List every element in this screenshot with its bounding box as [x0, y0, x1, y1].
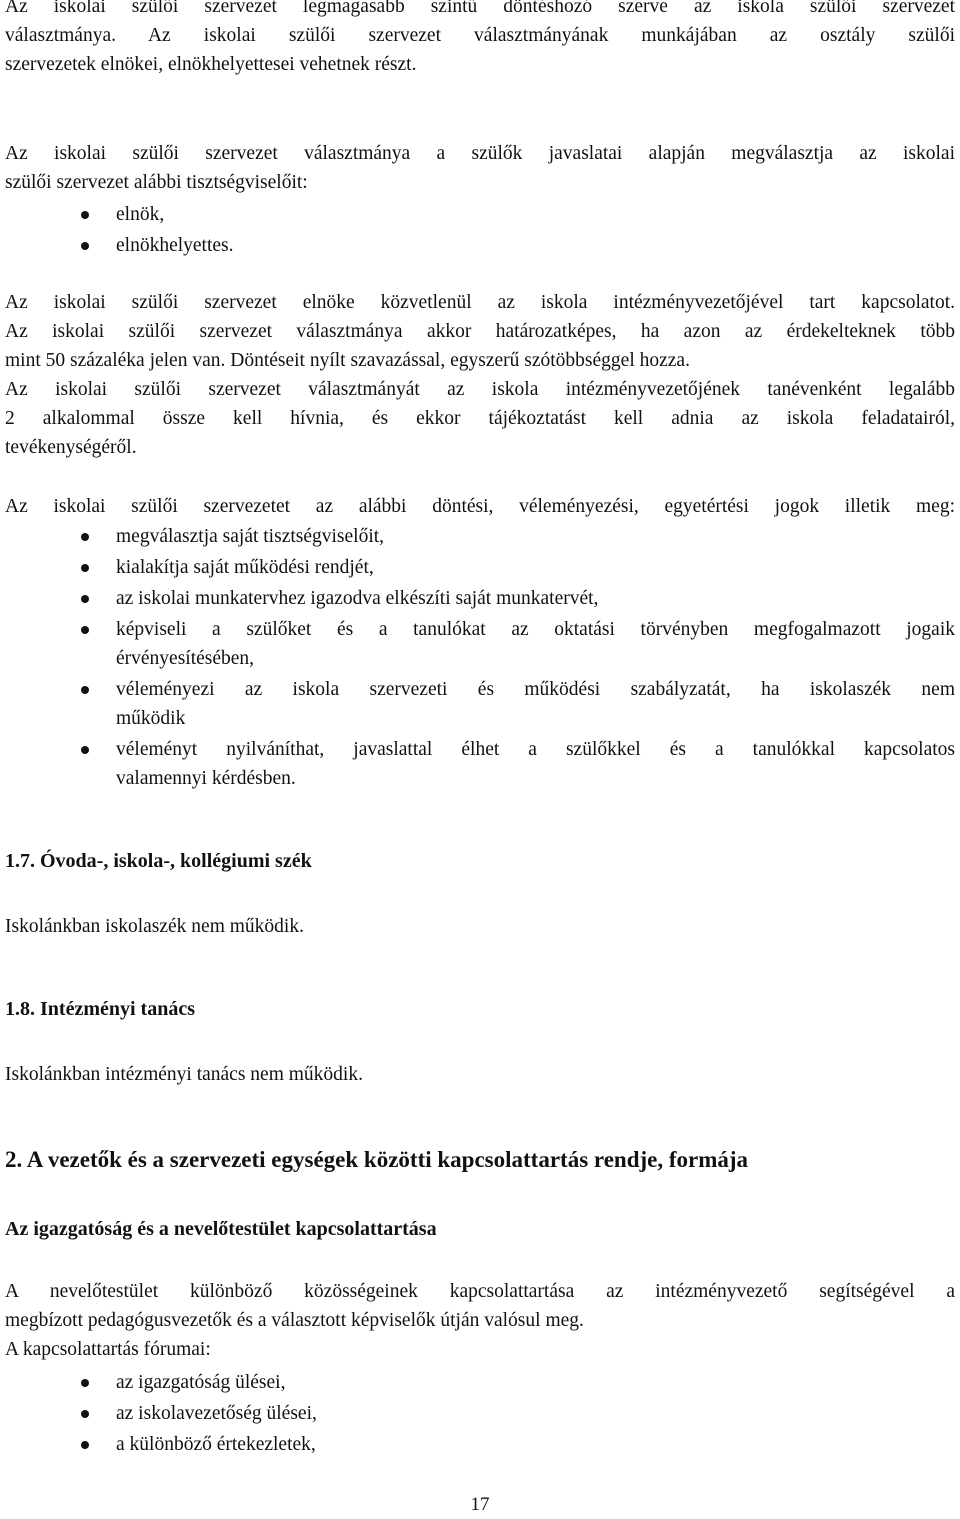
bullet-icon: [81, 595, 89, 603]
section-heading: 1.8. Intézményi tanács: [5, 998, 195, 1020]
subsection-heading: Az igazgatóság és a nevelőtestület kapcsolattartása: [5, 1218, 437, 1240]
chapter-heading: 2. A vezetők és a szervezeti egységek közötti kapcsolattartás rendje, formája: [5, 1147, 749, 1172]
paragraph-line: A kapcsolattartás fórumai:: [5, 1339, 211, 1360]
paragraph-line: Az iskolai szülői szervezet választmánya akkor határozatképes, ha azon az érdekelteknek több: [5, 321, 955, 342]
bullet-icon: [81, 746, 89, 754]
paragraph-line: 2 alkalommal össze kell hívnia, és ekkor tájékoztatást kell adnia az iskola feladatairól,: [5, 408, 955, 429]
paragraph-line: A nevelőtestület különböző közösségeinek kapcsolattartása az intézményvezető segítségével a: [5, 1281, 955, 1302]
bullet-icon: [81, 626, 89, 634]
bullet-icon: [81, 242, 89, 250]
paragraph-line: tevékenységéről.: [5, 437, 137, 458]
paragraph-line: mint 50 százaléka jelen van. Döntéseit nyílt szavazással, egyszerű szótöbbséggel hozza.: [5, 350, 690, 371]
section-heading: 1.7. Óvoda-, iskola-, kollégiumi szék: [5, 850, 312, 872]
list-item-continuation: érvényesítésében,: [116, 648, 255, 669]
list-item: kialakítja saját működési rendjét,: [116, 557, 374, 578]
bullet-icon: [81, 1379, 89, 1387]
list-item: a különböző értekezletek,: [116, 1434, 316, 1455]
paragraph-line: szülői szervezet alábbi tisztségviselőit:: [5, 172, 308, 193]
section-text: Iskolánkban iskolaszék nem működik.: [5, 916, 304, 937]
list-item: az iskolai munkatervhez igazodva elkészíti saját munkatervét,: [116, 588, 599, 609]
page-number: 17: [470, 1494, 490, 1515]
list-item: véleményt nyilváníthat, javaslattal élhet a szülőkkel és a tanulókkal kapcsolatos: [116, 739, 955, 760]
list-item: elnök,: [116, 204, 165, 225]
list-item-continuation: valamennyi kérdésben.: [116, 768, 296, 789]
bullet-icon: [81, 1410, 89, 1418]
list-item: elnökhelyettes.: [116, 235, 234, 256]
paragraph-line: megbízott pedagógusvezetők és a választott képviselők útján valósul meg.: [5, 1310, 584, 1331]
list-item: az igazgatóság ülései,: [116, 1372, 286, 1393]
paragraph-line: választmánya. Az iskolai szülői szervezet választmányának munkájában az osztály szülői: [5, 25, 955, 46]
list-item: megválasztja saját tisztségviselőit,: [116, 526, 385, 547]
list-item-continuation: működik: [116, 708, 186, 729]
paragraph-line: Az iskolai szülői szervezet választmányát az iskola intézményvezetőjének tanévenként legalább: [5, 379, 955, 400]
list-item: képviseli a szülőket és a tanulókat az oktatási törvényben megfogalmazott jogaik: [116, 619, 955, 640]
paragraph-line: Az iskolai szülői szervezetet az alábbi döntési, véleményezési, egyetértési jogok illetik meg:: [5, 496, 955, 517]
paragraph-line: Az iskolai szülői szervezet választmánya a szülők javaslatai alapján megválasztja az iskolai: [5, 143, 955, 164]
bullet-icon: [81, 533, 89, 541]
section-text: Iskolánkban intézményi tanács nem működik.: [5, 1064, 363, 1085]
paragraph-line: szervezetek elnökei, elnökhelyettesei vehetnek részt.: [5, 54, 417, 75]
bullet-icon: [81, 686, 89, 694]
list-item: véleményezi az iskola szervezeti és működési szabályzatát, ha iskolaszék nem: [116, 679, 955, 700]
paragraph-line: Az iskolai szülői szervezet legmagasabb szintű döntéshozó szerve az iskola szülői szervezet: [5, 0, 955, 17]
bullet-icon: [81, 1441, 89, 1449]
bullet-icon: [81, 564, 89, 572]
paragraph-line: Az iskolai szülői szervezet elnöke közvetlenül az iskola intézményvezetőjével tart kapcsolatot.: [5, 292, 955, 313]
bullet-icon: [81, 211, 89, 219]
list-item: az iskolavezetőség ülései,: [116, 1403, 317, 1424]
